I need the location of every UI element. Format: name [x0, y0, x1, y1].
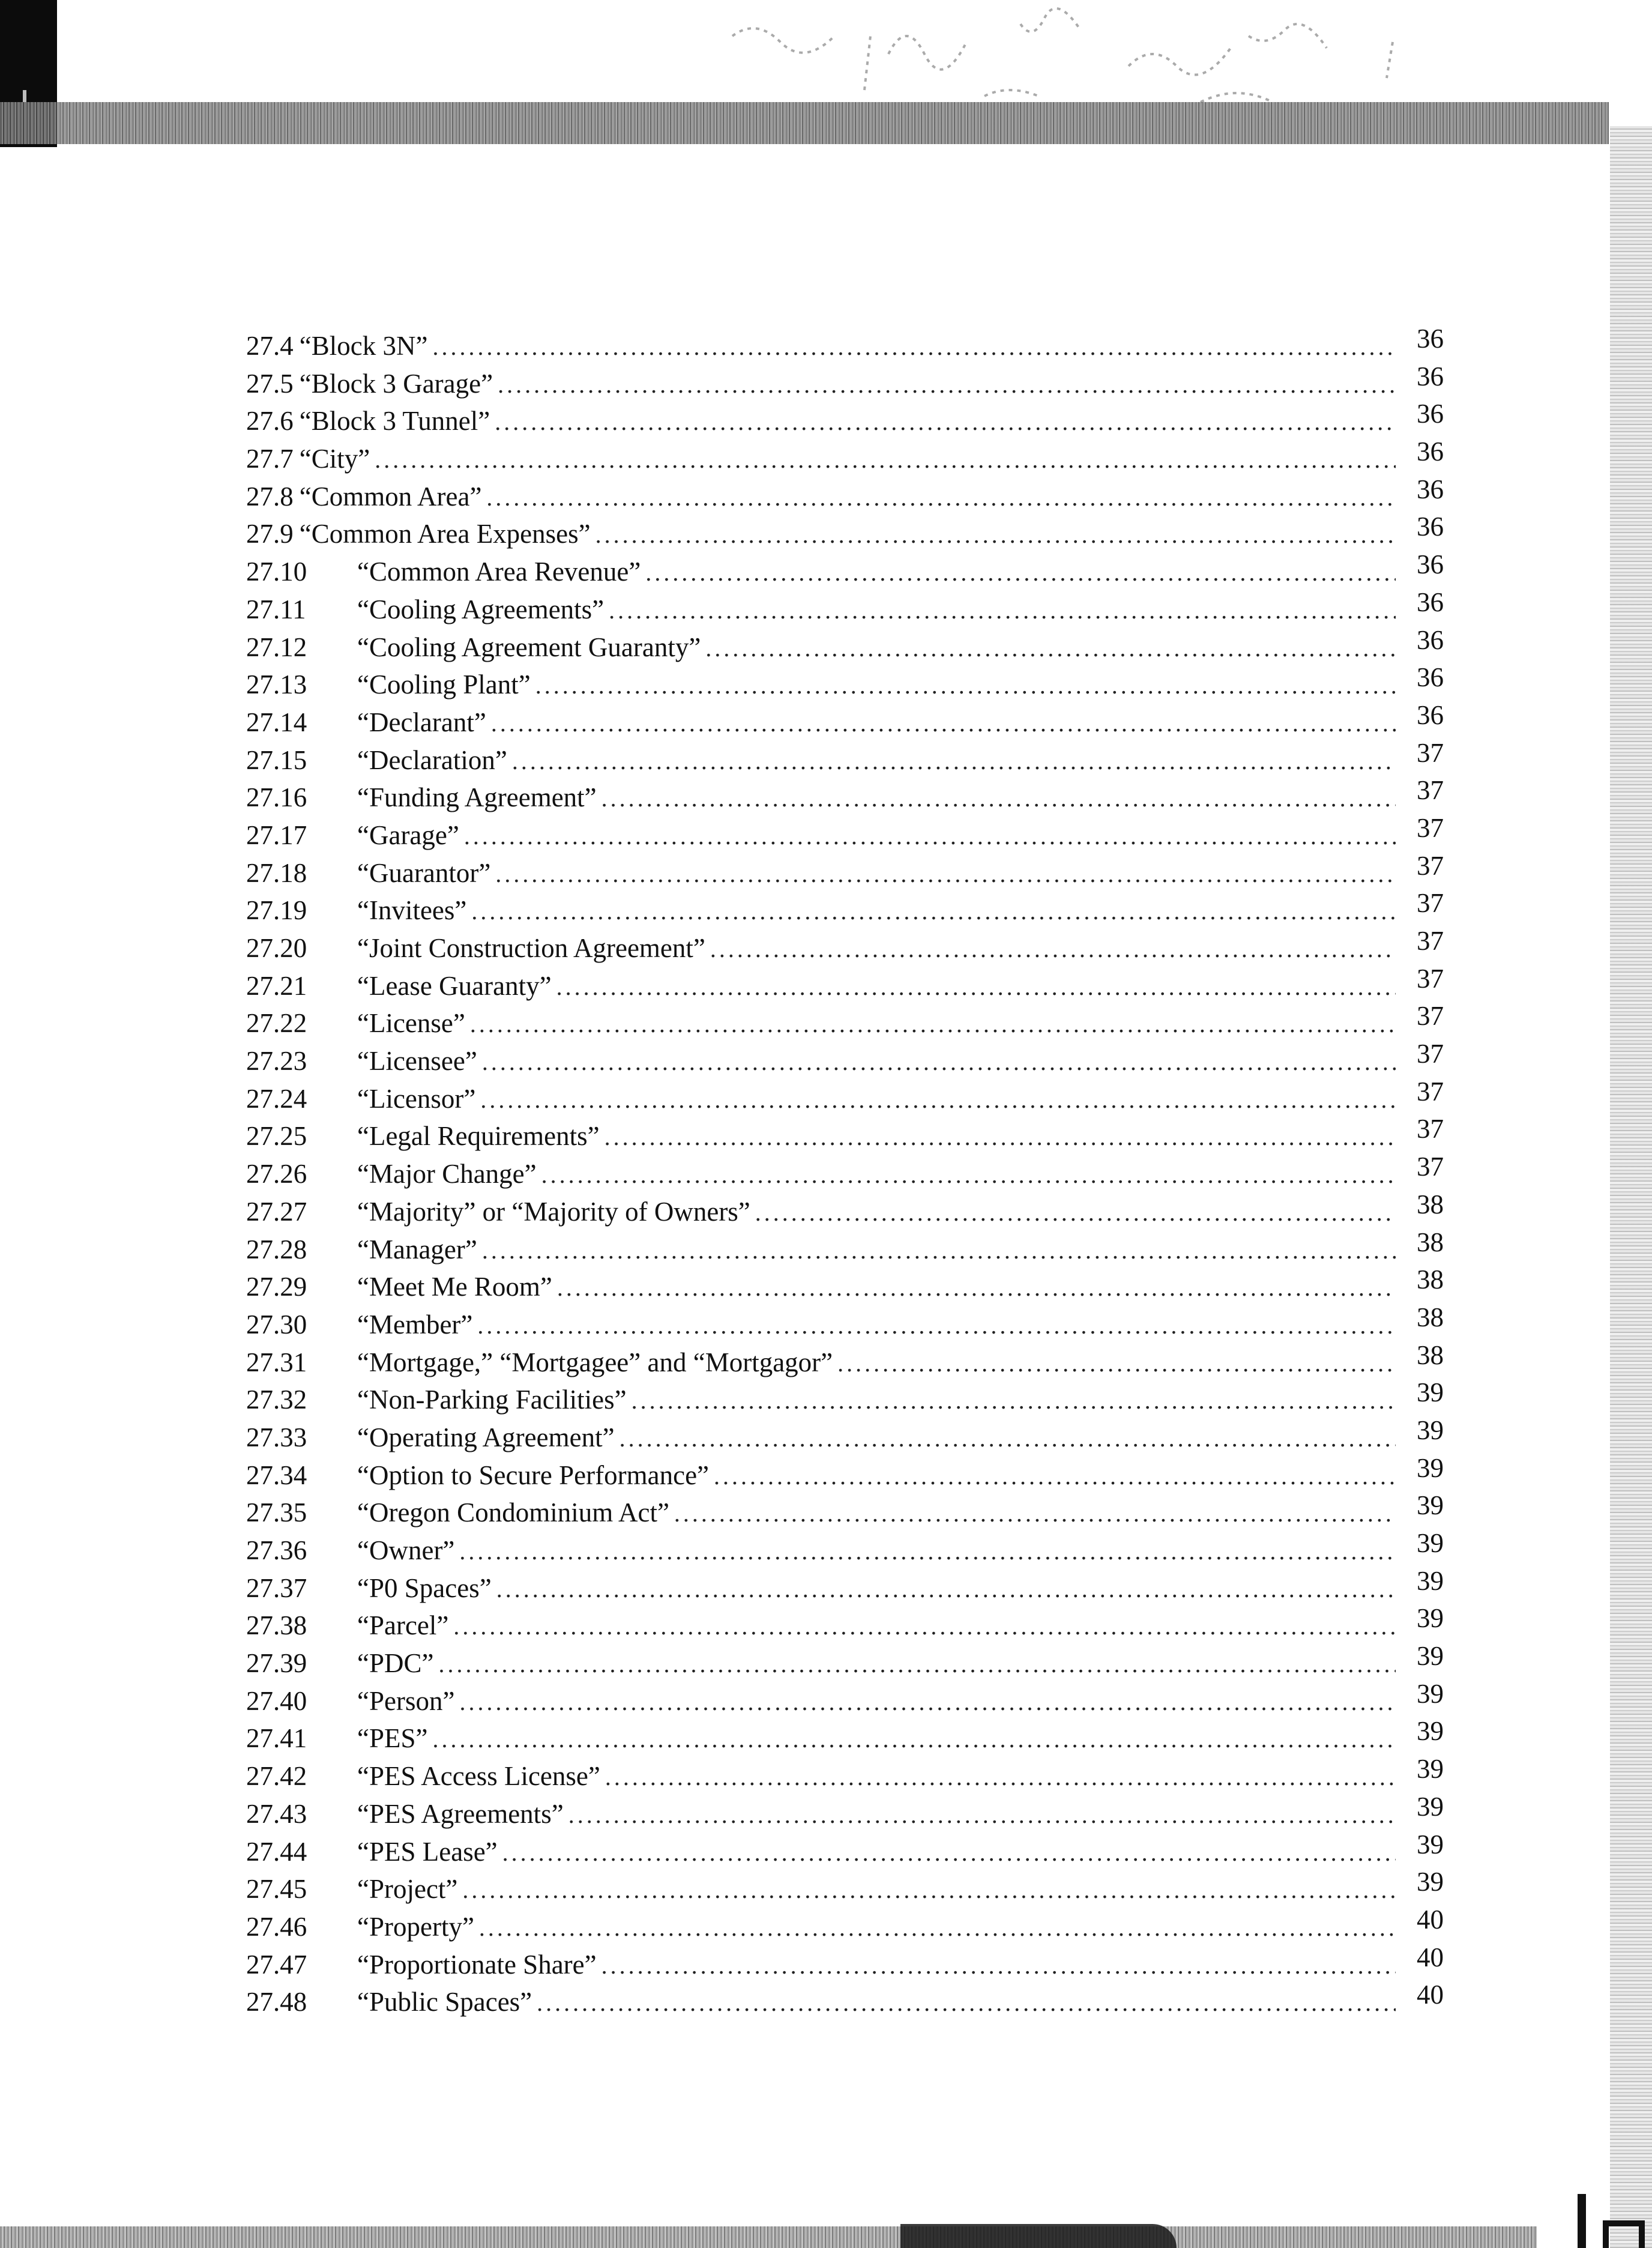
- toc-entry-number: 27.44: [246, 1836, 307, 1867]
- toc-entry-title: “Garage”: [357, 820, 459, 850]
- toc-entry[interactable]: [246, 963, 1444, 1005]
- toc-entry-title: “Property”: [357, 1911, 474, 1942]
- toc-entry-number: 27.32: [246, 1385, 307, 1415]
- toc-entry-number: 27.6: [246, 406, 294, 437]
- toc-entry-title: “Parcel”: [357, 1610, 449, 1641]
- toc-entry[interactable]: [246, 1528, 1444, 1570]
- toc-entry-page: 37: [1417, 963, 1444, 994]
- toc-entry[interactable]: [246, 1340, 1444, 1382]
- toc-entry-number: 27.27: [246, 1196, 307, 1227]
- toc-entry-page: 39: [1417, 1791, 1444, 1822]
- toc-entry-title: “Cooling Agreement Guaranty”: [357, 632, 701, 662]
- toc-entry-page: 39: [1417, 1415, 1444, 1445]
- toc-entry-title: “Majority” or “Majority of Owners”: [357, 1196, 750, 1227]
- toc-dot-leader: [595, 516, 1396, 554]
- toc-entry-number: 27.4: [246, 331, 294, 361]
- toc-dot-leader: [375, 441, 1396, 479]
- toc-entry-number: 27.34: [246, 1460, 307, 1490]
- toc-entry[interactable]: [246, 699, 1444, 742]
- toc-dot-leader: [496, 1571, 1396, 1609]
- toc-entry-number: 27.40: [246, 1685, 307, 1716]
- toc-entry[interactable]: [246, 1867, 1444, 1908]
- toc-entry[interactable]: [246, 474, 1444, 516]
- toc-entry[interactable]: [246, 1904, 1444, 1946]
- toc-entry-number: 27.39: [246, 1648, 307, 1679]
- toc-entry-page: 36: [1417, 662, 1444, 693]
- toc-entry-number: 27.41: [246, 1723, 307, 1754]
- scan-edge-bottom-box: [1603, 2220, 1645, 2248]
- toc-entry[interactable]: [246, 662, 1444, 704]
- toc-dot-leader: [462, 1872, 1396, 1909]
- toc-entry-title: “Owner”: [357, 1535, 455, 1565]
- toc-entry-number: 27.21: [246, 970, 307, 1001]
- toc-entry[interactable]: [246, 775, 1444, 817]
- toc-entry-page: 36: [1417, 587, 1444, 617]
- toc-entry[interactable]: [246, 1039, 1444, 1080]
- toc-entry-page: 40: [1417, 1980, 1444, 2010]
- toc-dot-leader: [464, 818, 1396, 856]
- toc-entry[interactable]: [246, 1641, 1444, 1682]
- toc-entry[interactable]: [246, 1001, 1444, 1042]
- toc-dot-leader: [498, 366, 1396, 404]
- toc-entry-title: “Mortgage,” “Mortgagee” and “Mortgagor”: [357, 1347, 833, 1377]
- toc-entry-number: 27.31: [246, 1347, 307, 1377]
- toc-entry-title: “Licensor”: [357, 1083, 476, 1114]
- toc-dot-leader: [482, 1044, 1396, 1081]
- toc-entry-title: “PES”: [357, 1723, 428, 1754]
- toc-entry[interactable]: [246, 812, 1444, 854]
- toc-entry-page: 39: [1417, 1754, 1444, 1784]
- toc-entry[interactable]: [246, 549, 1444, 591]
- toc-entry-number: 27.45: [246, 1874, 307, 1905]
- toc-entry-number: 27.15: [246, 745, 307, 775]
- toc-entry-page: 39: [1417, 1490, 1444, 1521]
- toc-entry-number: 27.17: [246, 820, 307, 850]
- toc-dot-leader: [433, 1721, 1396, 1759]
- toc-entry-page: 36: [1417, 699, 1444, 730]
- toc-dot-leader: [432, 328, 1396, 366]
- toc-entry-title: “Person”: [357, 1685, 455, 1716]
- toc-entry-title: “Licensee”: [357, 1046, 477, 1077]
- toc-entry-title: “Option to Secure Performance”: [357, 1460, 710, 1490]
- toc-entry-page: 37: [1417, 926, 1444, 956]
- toc-entry[interactable]: [246, 1152, 1444, 1193]
- toc-entry[interactable]: [246, 1754, 1444, 1795]
- toc-entry-title: “Block 3N”: [299, 331, 428, 361]
- toc-entry[interactable]: [246, 1603, 1444, 1645]
- toc-entry[interactable]: [246, 1980, 1444, 2021]
- toc-entry-page: 37: [1417, 1001, 1444, 1032]
- toc-dot-leader: [605, 1759, 1396, 1796]
- toc-dot-leader: [495, 856, 1396, 893]
- toc-dot-leader: [674, 1495, 1396, 1533]
- toc-entry[interactable]: [246, 888, 1444, 929]
- toc-entry-page: 37: [1417, 1076, 1444, 1107]
- toc-entry[interactable]: [246, 361, 1444, 403]
- scan-edge-bottom-bar: [1578, 2194, 1586, 2248]
- toc-dot-leader: [502, 1834, 1396, 1872]
- toc-entry-page: 40: [1417, 1942, 1444, 1972]
- toc-entry-page: 39: [1417, 1867, 1444, 1897]
- toc-entry-number: 27.28: [246, 1234, 307, 1264]
- toc-dot-leader: [705, 630, 1396, 668]
- toc-entry-page: 38: [1417, 1227, 1444, 1257]
- toc-entry-title: “City”: [299, 444, 370, 474]
- scan-edge-mark: [23, 90, 26, 102]
- toc-entry[interactable]: [246, 1076, 1444, 1118]
- toc-entry-page: 39: [1417, 1565, 1444, 1596]
- toc-entry-title: “Operating Agreement”: [357, 1422, 615, 1452]
- toc-entry-page: 37: [1417, 1039, 1444, 1069]
- toc-entry-title: “Project”: [357, 1874, 458, 1905]
- toc-entry[interactable]: [246, 587, 1444, 629]
- toc-entry-number: 27.19: [246, 895, 307, 926]
- toc-entry[interactable]: [246, 624, 1444, 666]
- toc-entry-number: 27.8: [246, 481, 294, 512]
- toc-entry[interactable]: [246, 850, 1444, 892]
- toc-dot-leader: [714, 1458, 1396, 1496]
- toc-dot-leader: [479, 1909, 1396, 1947]
- toc-entry-title: “PDC”: [357, 1648, 434, 1679]
- toc-dot-leader: [459, 1684, 1396, 1721]
- toc-entry-title: “Funding Agreement”: [357, 782, 597, 813]
- toc-dot-leader: [601, 1947, 1396, 1985]
- toc-dot-leader: [710, 931, 1396, 968]
- toc-entry[interactable]: [246, 737, 1444, 779]
- toc-entry-page: 36: [1417, 624, 1444, 655]
- toc-entry-title: “Common Area Expenses”: [299, 519, 591, 549]
- toc-entry[interactable]: [246, 1791, 1444, 1833]
- toc-entry-title: “Common Area”: [299, 481, 482, 512]
- toc-entry-page: 36: [1417, 512, 1444, 542]
- toc-entry-number: 27.30: [246, 1309, 307, 1340]
- toc-entry-number: 27.35: [246, 1497, 307, 1528]
- toc-entry-number: 27.16: [246, 782, 307, 813]
- toc-entry[interactable]: [246, 1302, 1444, 1344]
- toc-entry-page: 36: [1417, 549, 1444, 580]
- toc-entry-page: 39: [1417, 1377, 1444, 1408]
- handwritten-scribble-mark: [708, 0, 1453, 114]
- toc-dot-leader: [541, 1156, 1396, 1194]
- toc-entry-number: 27.9: [246, 519, 294, 549]
- toc-entry-page: 39: [1417, 1716, 1444, 1747]
- toc-entry-title: “Common Area Revenue”: [357, 557, 641, 587]
- toc-entry-number: 27.22: [246, 1008, 307, 1039]
- toc-dot-leader: [486, 479, 1396, 517]
- toc-dot-leader: [755, 1194, 1396, 1232]
- toc-dot-leader: [620, 1420, 1396, 1458]
- toc-entry-page: 36: [1417, 399, 1444, 429]
- toc-entry-page: 37: [1417, 850, 1444, 881]
- toc-entry-number: 27.14: [246, 707, 307, 737]
- toc-entry-title: “P0 Spaces”: [357, 1573, 492, 1603]
- toc-entry-page: 36: [1417, 361, 1444, 391]
- toc-entry-number: 27.5: [246, 368, 294, 399]
- toc-entry[interactable]: [246, 324, 1444, 365]
- toc-entry-title: “PES Lease”: [357, 1836, 498, 1867]
- toc-dot-leader: [439, 1646, 1396, 1684]
- toc-entry[interactable]: [246, 926, 1444, 967]
- toc-entry[interactable]: [246, 1942, 1444, 1984]
- toc-entry-title: “Legal Requirements”: [357, 1121, 600, 1152]
- toc-entry[interactable]: [246, 1264, 1444, 1306]
- toc-entry-title: “Public Spaces”: [357, 1987, 532, 2017]
- toc-entry-number: 27.10: [246, 557, 307, 587]
- toc-entry-page: 38: [1417, 1302, 1444, 1332]
- toc-dot-leader: [604, 1119, 1396, 1156]
- toc-dot-leader: [471, 893, 1396, 931]
- toc-entry-page: 37: [1417, 775, 1444, 806]
- toc-entry-title: “Proportionate Share”: [357, 1949, 597, 1980]
- toc-entry[interactable]: [246, 1678, 1444, 1720]
- toc-dot-leader: [477, 1307, 1396, 1345]
- toc-dot-leader: [645, 554, 1396, 592]
- toc-entry-page: 37: [1417, 1152, 1444, 1182]
- toc-entry-page: 38: [1417, 1189, 1444, 1219]
- toc-entry-page: 39: [1417, 1528, 1444, 1558]
- toc-dot-leader: [568, 1796, 1396, 1834]
- toc-entry-title: “Block 3 Tunnel”: [299, 406, 490, 437]
- toc-entry[interactable]: [246, 1565, 1444, 1607]
- toc-entry-title: “Major Change”: [357, 1159, 537, 1189]
- toc-dot-leader: [601, 780, 1396, 818]
- toc-entry-number: 27.43: [246, 1798, 307, 1829]
- toc-entry[interactable]: [246, 399, 1444, 440]
- toc-dot-leader: [480, 1081, 1396, 1119]
- toc-entry-number: 27.13: [246, 669, 307, 700]
- scan-edge-bottom-band: [0, 2226, 1537, 2248]
- toc-entry-page: 37: [1417, 1114, 1444, 1144]
- toc-entry-title: “Joint Construction Agreement”: [357, 933, 705, 963]
- table-of-contents: [246, 324, 1444, 2021]
- toc-entry-page: 37: [1417, 812, 1444, 843]
- toc-entry-number: 27.47: [246, 1949, 307, 1980]
- toc-entry-number: 27.38: [246, 1610, 307, 1641]
- toc-entry-title: “Declaration”: [357, 745, 507, 775]
- scan-edge-bottom-dark: [900, 2224, 1177, 2248]
- toc-entry-page: 36: [1417, 474, 1444, 504]
- toc-entry-title: “Oregon Condominium Act”: [357, 1497, 669, 1528]
- toc-entry-number: 27.23: [246, 1046, 307, 1077]
- toc-entry[interactable]: [246, 1490, 1444, 1532]
- toc-entry[interactable]: [246, 1227, 1444, 1269]
- toc-entry-number: 27.37: [246, 1573, 307, 1603]
- toc-dot-leader: [537, 1984, 1396, 2022]
- toc-dot-leader: [491, 705, 1396, 743]
- toc-entry-title: “Member”: [357, 1309, 473, 1340]
- toc-dot-leader: [470, 1006, 1396, 1044]
- toc-entry[interactable]: [246, 512, 1444, 553]
- toc-entry-number: 27.26: [246, 1159, 307, 1189]
- toc-entry-title: “Cooling Agreements”: [357, 594, 604, 624]
- toc-entry-number: 27.29: [246, 1272, 307, 1302]
- toc-entry-title: “Non-Parking Facilities”: [357, 1385, 627, 1415]
- toc-dot-leader: [512, 743, 1396, 781]
- toc-entry-title: “Cooling Plant”: [357, 669, 531, 700]
- scan-edge-right: [1610, 126, 1652, 2248]
- toc-entry-title: “Guarantor”: [357, 857, 491, 888]
- toc-entry-number: 27.11: [246, 594, 306, 624]
- toc-dot-leader: [459, 1533, 1396, 1571]
- toc-entry[interactable]: [246, 1829, 1444, 1871]
- toc-entry-page: 39: [1417, 1678, 1444, 1709]
- toc-entry-title: “PES Agreements”: [357, 1798, 564, 1829]
- toc-entry-number: 27.24: [246, 1083, 307, 1114]
- toc-entry-title: “PES Access License”: [357, 1761, 600, 1792]
- toc-entry-page: 39: [1417, 1452, 1444, 1483]
- toc-entry-number: 27.42: [246, 1761, 307, 1792]
- toc-entry-page: 36: [1417, 324, 1444, 354]
- toc-entry[interactable]: [246, 1452, 1444, 1494]
- toc-entry-page: 38: [1417, 1264, 1444, 1295]
- toc-entry-title: “Block 3 Garage”: [299, 368, 493, 399]
- toc-dot-leader: [837, 1345, 1396, 1383]
- toc-dot-leader: [557, 1269, 1396, 1307]
- toc-entry-number: 27.20: [246, 933, 307, 963]
- toc-entry-page: 39: [1417, 1641, 1444, 1672]
- toc-entry-title: “Lease Guaranty”: [357, 970, 552, 1001]
- toc-entry-title: “Declarant”: [357, 707, 486, 737]
- toc-entry-number: 27.12: [246, 632, 307, 662]
- toc-entry-number: 27.33: [246, 1422, 307, 1452]
- toc-entry-number: 27.25: [246, 1121, 307, 1152]
- toc-entry[interactable]: [246, 1377, 1444, 1419]
- toc-entry-page: 39: [1417, 1829, 1444, 1860]
- toc-dot-leader: [482, 1232, 1396, 1270]
- toc-entry-page: 37: [1417, 737, 1444, 768]
- toc-entry-number: 27.48: [246, 1987, 307, 2017]
- toc-dot-leader: [495, 403, 1396, 441]
- toc-entry[interactable]: [246, 1114, 1444, 1155]
- toc-dot-leader: [609, 592, 1396, 630]
- toc-entry-page: 37: [1417, 888, 1444, 919]
- toc-entry-title: “License”: [357, 1008, 465, 1039]
- toc-entry-number: 27.36: [246, 1535, 307, 1565]
- toc-entry-title: “Invitees”: [357, 895, 467, 926]
- toc-entry-title: “Manager”: [357, 1234, 477, 1264]
- toc-entry[interactable]: [246, 1189, 1444, 1231]
- toc-entry-page: 40: [1417, 1904, 1444, 1935]
- toc-entry-number: 27.46: [246, 1911, 307, 1942]
- toc-entry-page: 38: [1417, 1340, 1444, 1370]
- toc-entry-number: 27.18: [246, 857, 307, 888]
- toc-entry-page: 39: [1417, 1603, 1444, 1634]
- toc-entry-title: “Meet Me Room”: [357, 1272, 552, 1302]
- toc-dot-leader: [556, 968, 1396, 1006]
- toc-entry[interactable]: [246, 1415, 1444, 1457]
- toc-entry[interactable]: [246, 1716, 1444, 1757]
- toc-dot-leader: [632, 1382, 1396, 1420]
- toc-dot-leader: [453, 1608, 1396, 1646]
- toc-entry[interactable]: [246, 437, 1444, 478]
- toc-dot-leader: [535, 667, 1396, 705]
- toc-entry-number: 27.7: [246, 444, 294, 474]
- toc-entry-page: 36: [1417, 437, 1444, 467]
